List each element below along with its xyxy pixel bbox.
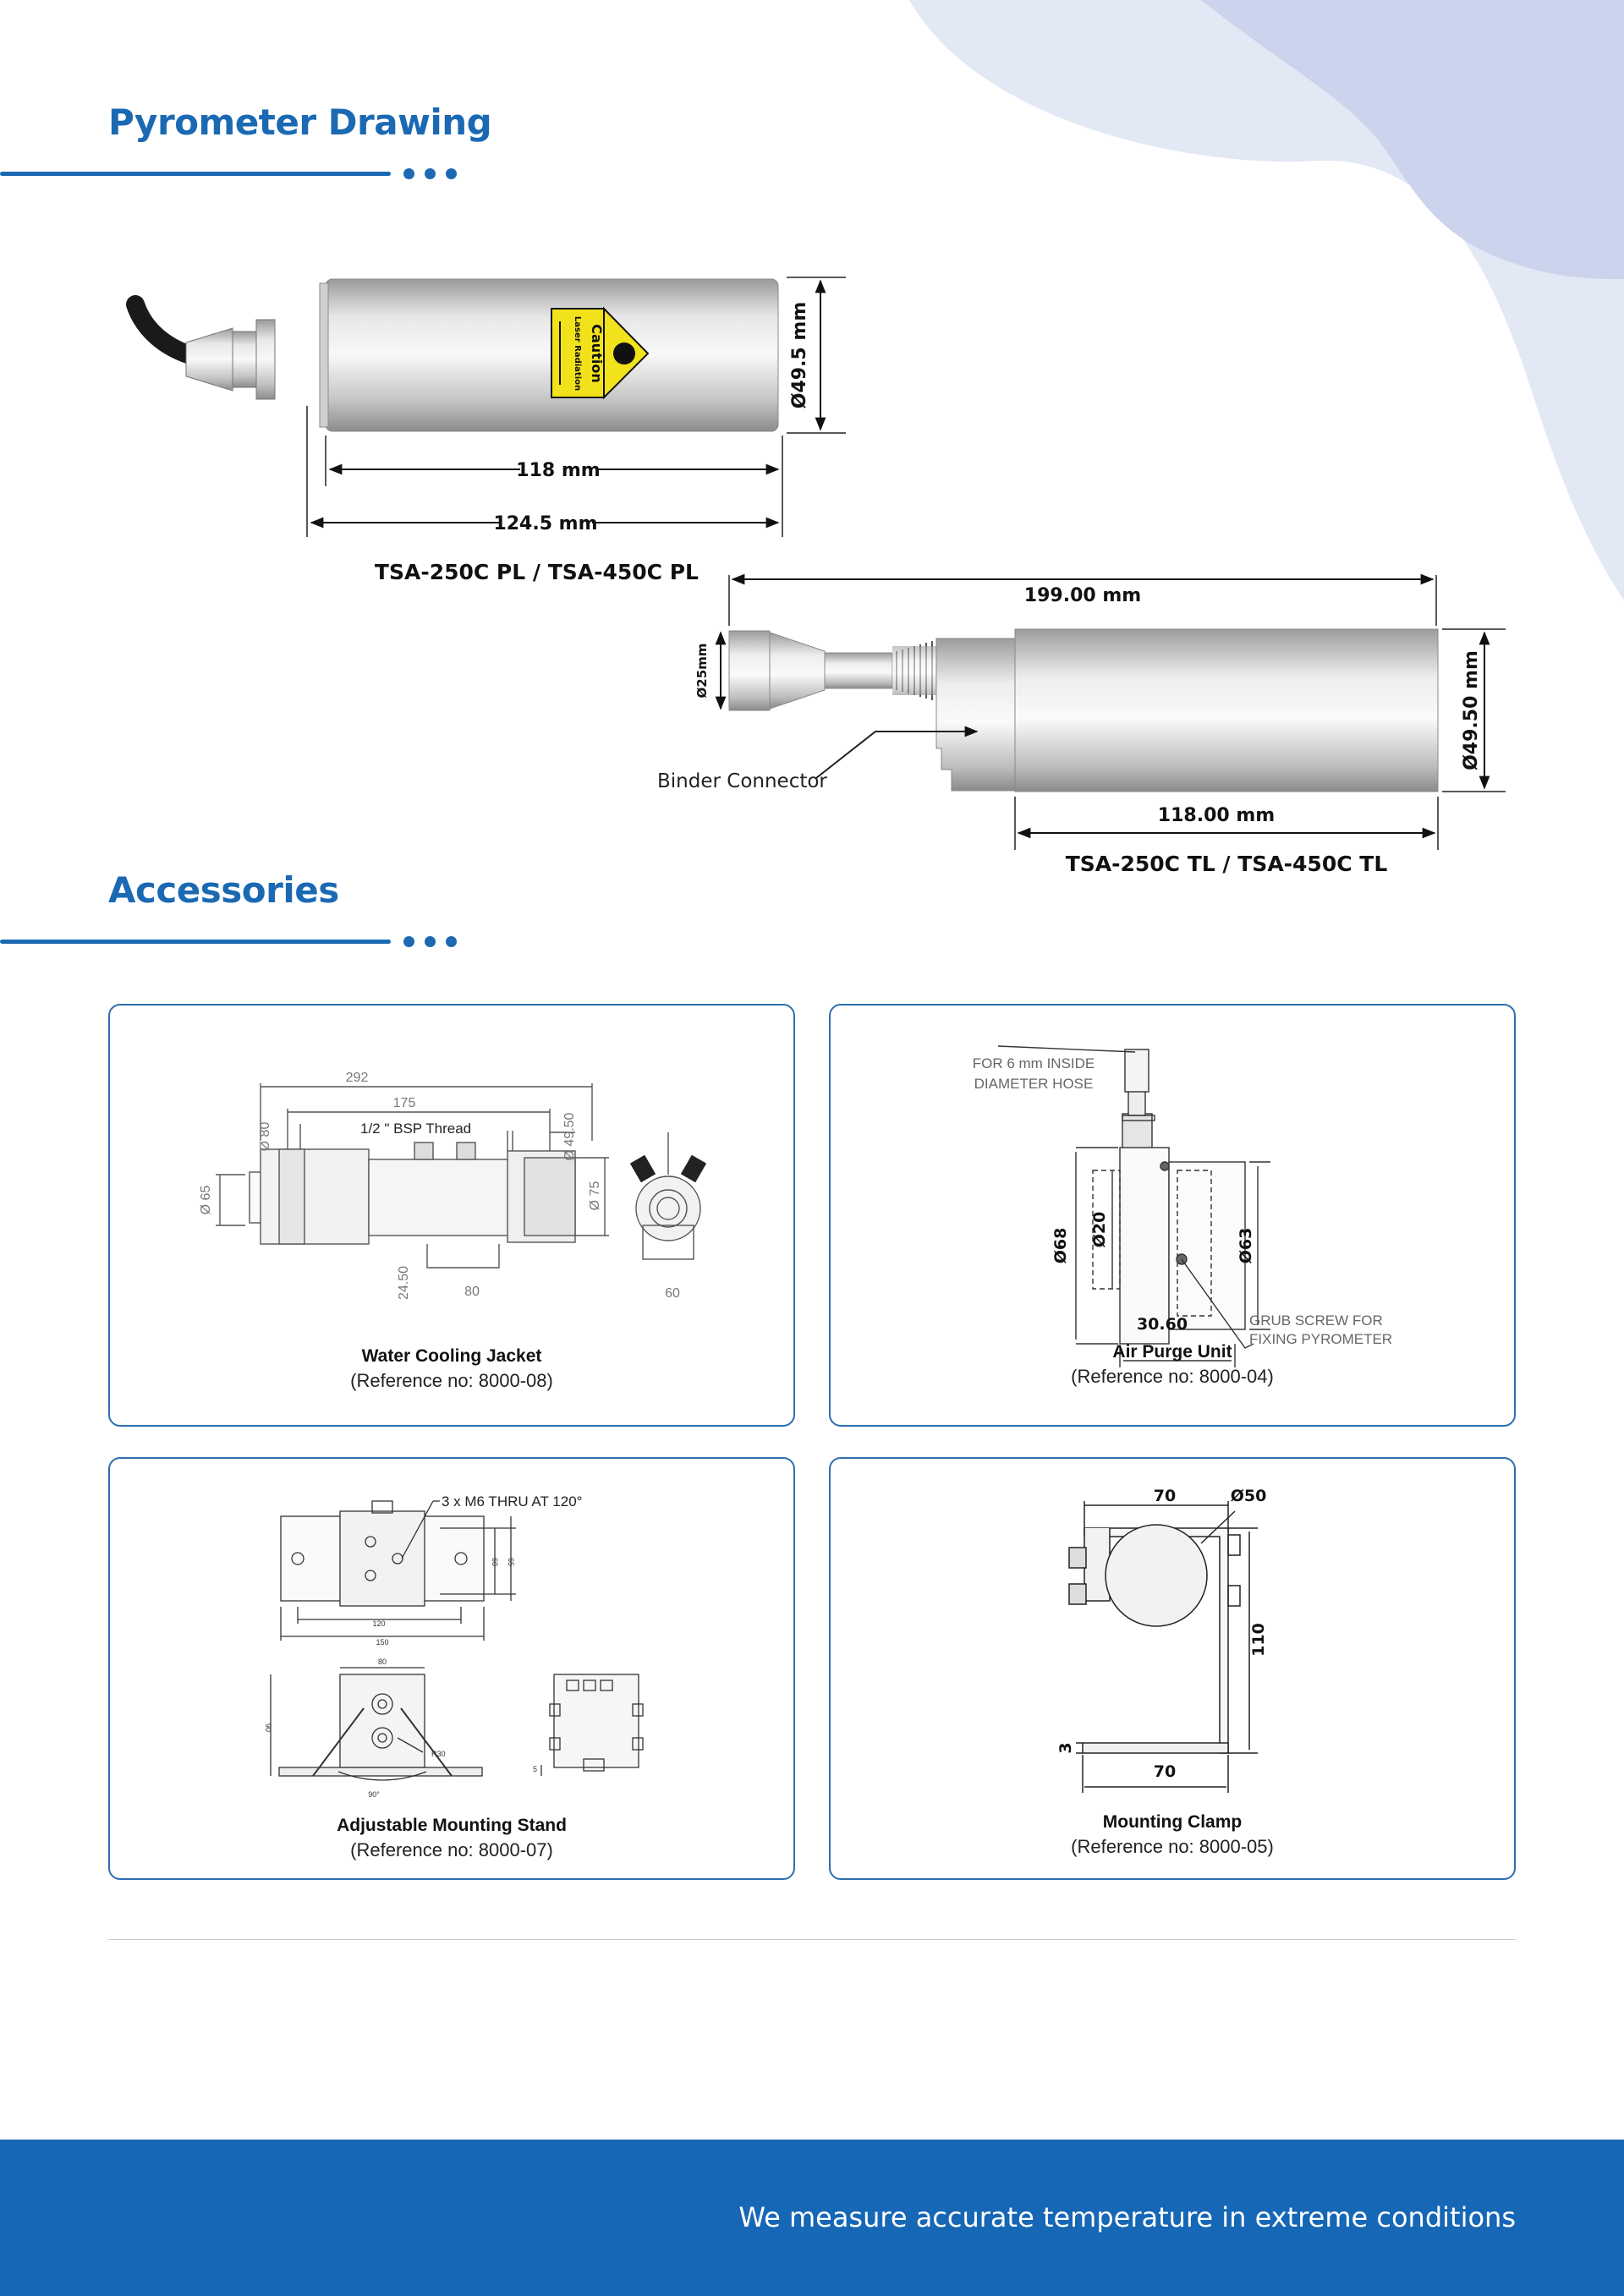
pl-total-length-dim: 124.5 mm <box>493 513 598 534</box>
title-underline <box>0 172 391 176</box>
tl-model-label: TSA-250C TL / TSA-450C TL <box>1065 852 1388 876</box>
dim-diameter-68: Ø68 <box>1051 1227 1070 1264</box>
pyrometer-drawing-title: Pyrometer Drawing <box>108 101 492 143</box>
hose-label-line2: DIAMETER HOSE <box>974 1076 1094 1092</box>
accessory-reference: (Reference no: 8000-05) <box>1071 1836 1274 1857</box>
accessory-caption <box>110 1346 793 1392</box>
accessory-name: Adjustable Mounting Stand <box>337 1816 567 1835</box>
dim-diameter-4950: Ø 49.50 <box>562 1112 577 1161</box>
dim-292: 292 <box>345 1071 369 1085</box>
tl-total-length-dim: 199.00 mm <box>1023 585 1142 606</box>
dim-diameter-50: Ø50 <box>1230 1487 1267 1505</box>
accessory-card-mounting-clamp <box>829 1457 1516 1880</box>
dim-diameter-63: Ø63 <box>1237 1227 1255 1264</box>
dim-bottom-70: 70 <box>1153 1762 1177 1781</box>
dim-2450: 24.50 <box>397 1265 411 1301</box>
dim-diameter-80: Ø 80 <box>258 1121 272 1152</box>
bsp-thread-label: 1/2 " BSP Thread <box>360 1121 472 1137</box>
accessory-name: Air Purge Unit <box>1112 1342 1232 1362</box>
dim-diameter-20: Ø20 <box>1090 1211 1109 1248</box>
dim-angle-90: 90° <box>368 1790 380 1799</box>
caution-text: Caution <box>589 324 605 383</box>
accessory-caption <box>831 1342 1514 1388</box>
tl-body-length-dim: 118.00 mm <box>1157 805 1276 826</box>
grub-screw-line1: GRUB SCREW FOR <box>1249 1312 1383 1329</box>
pl-body-length-dim: 118 mm <box>516 460 601 481</box>
footer-tagline: We measure accurate temperature in extreme conditions <box>738 2201 1516 2233</box>
accessory-reference: (Reference no: 8000-08) <box>350 1370 553 1391</box>
dim-3: 3 <box>1056 1742 1075 1754</box>
pl-diameter-dim: Ø49.5 mm <box>789 301 810 409</box>
pl-model-label: TSA-250C PL / TSA-450C PL <box>374 560 699 584</box>
dim-60: 60 <box>491 1557 499 1567</box>
grub-screw-line2: FIXING PYROMETER <box>1249 1331 1393 1347</box>
accessory-reference: (Reference no: 8000-04) <box>1071 1366 1274 1387</box>
dim-top-70: 70 <box>1153 1487 1177 1505</box>
tl-nose-diameter-dim: Ø25mm <box>694 643 710 699</box>
dim-60: 60 <box>665 1286 680 1301</box>
m6-thru-label: 3 x M6 THRU AT 120° <box>442 1493 583 1510</box>
dim-diameter-65: Ø 65 <box>199 1185 213 1215</box>
accessory-caption <box>110 1816 793 1861</box>
pl-pyrometer-drawing <box>118 262 863 600</box>
dim-175: 175 <box>392 1096 416 1110</box>
dim-65: 65 <box>507 1557 515 1567</box>
tl-pyrometer-drawing <box>651 558 1531 879</box>
accessories-title: Accessories <box>108 869 339 911</box>
footer-band <box>0 2140 1624 2296</box>
accessory-reference: (Reference no: 8000-07) <box>350 1839 553 1860</box>
accessory-caption <box>831 1812 1514 1858</box>
title-dots <box>403 936 457 947</box>
content-divider <box>108 1939 1516 1940</box>
dim-5: 5 <box>533 1765 538 1773</box>
dim-110: 110 <box>1249 1623 1268 1657</box>
dim-diameter-75: Ø 75 <box>588 1181 602 1211</box>
hose-label-line1: FOR 6 mm INSIDE <box>972 1055 1095 1071</box>
dim-3060: 30.60 <box>1136 1315 1188 1334</box>
dim-120: 120 <box>372 1619 386 1628</box>
dim-80: 80 <box>377 1658 387 1666</box>
accessory-name: Water Cooling Jacket <box>361 1346 542 1366</box>
title-dots <box>403 168 457 179</box>
dim-150: 150 <box>376 1638 389 1647</box>
accessory-card-adjustable-mounting-stand <box>108 1457 795 1880</box>
dim-r30: R30 <box>431 1750 446 1758</box>
tl-diameter-dim: Ø49.50 mm <box>1461 650 1482 770</box>
dim-80: 80 <box>464 1285 480 1299</box>
binder-connector-label: Binder Connector <box>657 770 827 792</box>
accessory-card-air-purge-unit <box>829 1004 1516 1427</box>
dim-90: 90 <box>264 1723 272 1733</box>
caution-subtext: Laser Radiation <box>573 315 582 392</box>
accessory-name: Mounting Clamp <box>1102 1812 1243 1832</box>
title-underline <box>0 940 391 944</box>
accessory-card-water-cooling-jacket <box>108 1004 795 1427</box>
